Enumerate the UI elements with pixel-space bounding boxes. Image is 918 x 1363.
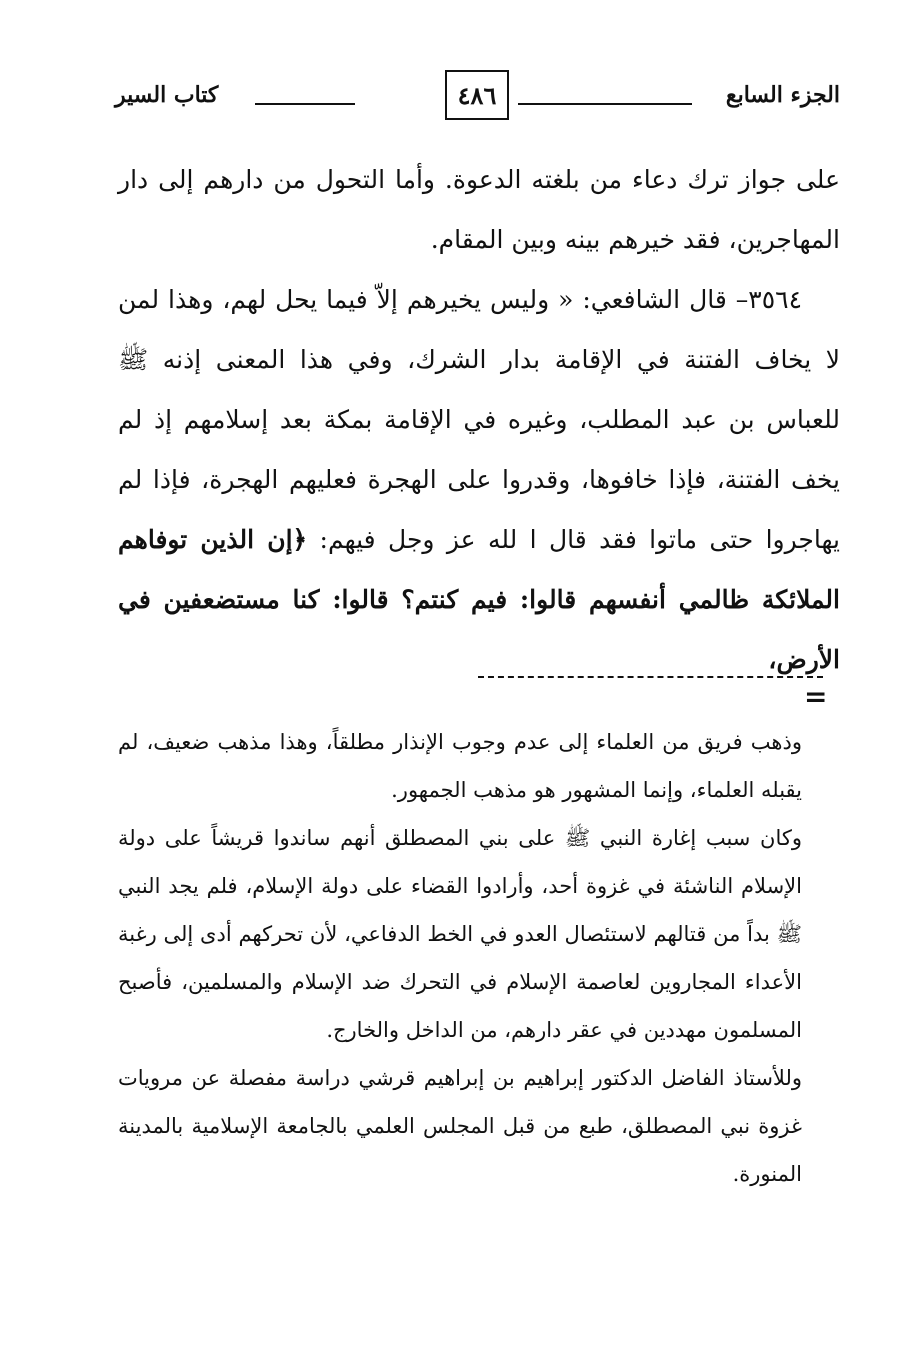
- running-header: [115, 70, 840, 130]
- main-text: [118, 150, 840, 690]
- paragraph-body: ٣٥٦٤– قال الشافعي: « وليس يخيرهم إلاّ فيما يحل لهم، وهذا لمن لا يخاف الفتنة في الإقامة بدار الشرك، وفي هذا المعنى إذنه ﷺ للعباس بن عبد المطلب، وغيره في الإقامة بمكة بعد إسلامهم إذ لم يخف الفتنة، فإذا خافوها، وقدروا على الهجرة فعليهم الهجرة، فإذا لم يهاجروا حتى ماتوا فقد قال ا لله عز وجل فيهم:: [118, 285, 840, 554]
- footnotes: [118, 718, 840, 1198]
- footnote-3: وللأستاذ الفاضل الدكتور إبراهيم بن إبراهيم قرشي دراسة مفصلة عن مرويات غزوة نبي المصطلق، طبع من قبل المجلس العلمي بالجامعة الإسلامية بالمدينة المنورة.: [118, 1066, 802, 1186]
- book-title: كتاب السير: [115, 82, 219, 108]
- header-rule-right: [518, 103, 692, 105]
- paragraph-continuation: على جواز ترك دعاء من بلغته الدعوة. وأما التحول من دارهم إلى دار المهاجرين، فقد خيرهم بينه وبين المقام.: [118, 165, 840, 254]
- paragraph-3564: [118, 270, 840, 690]
- footnote-1: وذهب فريق من العلماء إلى عدم وجوب الإنذار مطلقاً، وهذا مذهب ضعيف، لم يقبله العلماء، وإنما المشهور هو مذهب الجمهور.: [118, 730, 802, 802]
- footnote-2: وكان سبب إغارة النبي ﷺ على بني المصطلق أنهم ساندوا قريشاً على دولة الإسلام الناشئة في غزوة أحد، وأرادوا القضاء على دولة الإسلام، فلم يجد النبي ﷺ بداً من قتالهم لاستئصال العدو في الخط الدفاعي، لأن تحركهم أدى إلى رغبة الأعداء المجاروين لعاصمة الإسلام في التحرك ضد الإسلام والمسلمين، فأصبح المسلمون مهددين في عقر دارهم، من الداخل والخارج.: [118, 826, 802, 1042]
- header-rule-left: [255, 103, 355, 105]
- volume-title: الجزء السابع: [725, 82, 840, 108]
- page-number: ٤٨٦: [445, 70, 509, 120]
- footnote-divider: [478, 676, 823, 678]
- quran-quote: ﴿إن الذين توفاهم الملائكة ظالمي أنفسهم قالوا: فيم كنتم؟ قالوا: كنا مستضعفين في الأرض،: [118, 525, 840, 674]
- footnote-continuation-marker: =: [804, 680, 828, 713]
